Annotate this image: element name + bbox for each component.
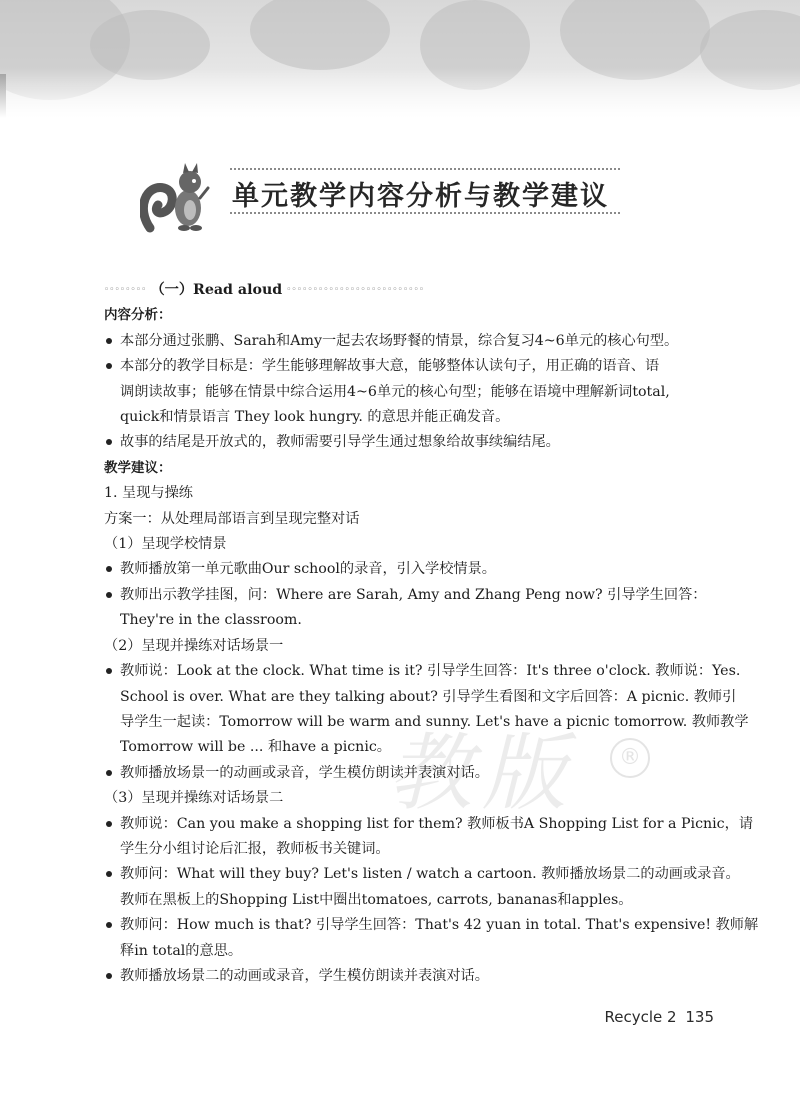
list-item: 教师问：What will they buy? Let's listen / watch a cartoon. 教师播放场景二的动画或录音。 [104, 862, 716, 887]
page-footer [605, 1008, 714, 1026]
list-item: 教师说：Look at the clock. What time is it? 引导学生回答：It's three o'clock. 教师说：Yes. [104, 659, 716, 684]
section-heading [140, 158, 620, 238]
list-item: 本部分通过张鹏、Sarah和Amy一起去农场野餐的情景，综合复习4~6单元的核心句型。 [104, 329, 716, 354]
list-item-continuation: They're in the classroom. [120, 612, 302, 629]
subsection-heading: （3）呈现并操练对话场景二 [104, 790, 284, 807]
heading-rule-bottom [230, 212, 620, 214]
page-body [104, 278, 759, 989]
list-item: 教师出示教学挂图，问：Where are Sarah, Amy and Zhang Peng now? 引导学生回答： [104, 583, 716, 608]
unit-label: Recycle 2 [604, 1008, 677, 1026]
heading-rule-top [230, 168, 620, 170]
list-item: 教师播放场景二的动画或录音，学生模仿朗读并表演对话。 [104, 964, 716, 989]
list-item-continuation: 学生分小组讨论后汇报，教师板书关键词。 [120, 840, 390, 857]
registered-mark: ® [610, 738, 650, 778]
step-heading: 1. 呈现与操练 [104, 485, 193, 502]
list-item: 教师说：Can you make a shopping list for them? 教师板书A Shopping List for a Picnic，请 [104, 812, 716, 837]
subsection-heading: （1）呈现学校情景 [104, 536, 227, 553]
subsection-heading: （2）呈现并操练对话场景一 [104, 637, 284, 654]
section-name: Read aloud [193, 282, 283, 298]
section-title: ◦◦◦◦◦◦◦◦ （一） Read aloud ◦◦◦◦◦◦◦◦◦◦◦◦◦◦◦◦◦◦◦◦◦◦◦◦◦◦ [104, 278, 716, 303]
section-number: （一） [150, 282, 194, 298]
list-item-continuation: School is over. What are they talking about? 引导学生看图和文字后回答：A picnic. 教师引 [120, 688, 737, 705]
list-item-continuation: 导学生一起读：Tomorrow will be warm and sunny. Let's have a picnic tomorrow. 教师教学 [120, 713, 749, 730]
analysis-label: 内容分析： [104, 307, 172, 324]
header-banner-illustration [0, 0, 800, 118]
page-title: 单元教学内容分析与教学建议 [232, 181, 609, 212]
plan-heading: 方案一：从处理局部语言到呈现完整对话 [104, 510, 360, 527]
publisher-watermark: 教版 [388, 724, 577, 822]
list-item: 本部分的教学目标是：学生能够理解故事大意，能够整体认读句子，用正确的语音、语 [104, 354, 716, 379]
list-item-continuation: quick和情景语言 They look hungry. 的意思并能正确发音。 [120, 409, 510, 426]
list-item-continuation: 教师在黑板上的Shopping List中圈出tomatoes, carrots, bananas和apples。 [120, 891, 633, 908]
list-item: 教师播放场景一的动画或录音，学生模仿朗读并表演对话。 [104, 761, 716, 786]
suggestions-label: 教学建议： [104, 459, 172, 476]
list-item: 教师播放第一单元歌曲Our school的录音，引入学校情景。 [104, 557, 716, 582]
list-item-continuation: Tomorrow will be ... 和have a picnic。 [120, 739, 391, 756]
list-item-continuation: 释in total的意思。 [120, 942, 243, 959]
squirrel-mascot-icon [140, 158, 220, 238]
list-item: 教师问：How much is that? 引导学生回答：That's 42 yuan in total. That's expensive! 教师解 [104, 913, 716, 938]
page-number: 135 [685, 1008, 714, 1026]
list-item: 故事的结尾是开放式的，教师需要引导学生通过想象给故事续编结尾。 [104, 430, 716, 455]
list-item-continuation: 调朗读故事；能够在情景中综合运用4~6单元的核心句型；能够在语境中理解新词total, [120, 383, 670, 400]
